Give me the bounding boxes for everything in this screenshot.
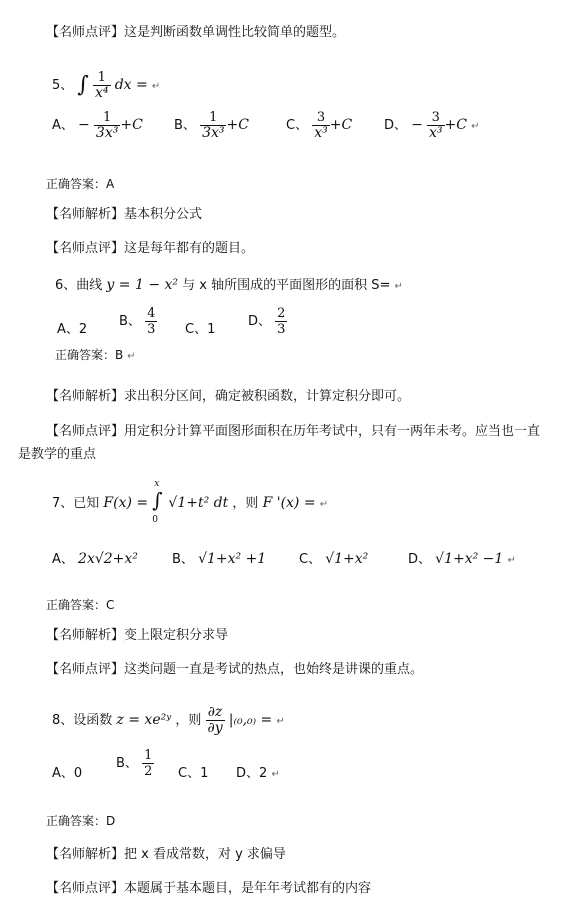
question-number: 5、 bbox=[52, 78, 74, 93]
option-c: C、1 bbox=[185, 322, 216, 337]
return-mark-icon: ↵ bbox=[319, 499, 329, 510]
answer-6: 正确答案：B ↵ bbox=[55, 348, 136, 362]
option-b: B、 $\frac{1}{\text{3x³}}$ +C bbox=[174, 110, 249, 141]
option-d: D、 $\frac{2}{3}$ bbox=[248, 306, 286, 337]
return-mark-icon: ↵ bbox=[276, 716, 285, 727]
option-d: D、2 ↵ bbox=[236, 766, 280, 781]
option-d: D、 − $\frac{3}{\text{x³}}$ +C ↵ bbox=[384, 110, 480, 141]
fraction: $\frac{1}{\text{x⁴}}$ bbox=[95, 70, 109, 101]
option-a: A、 − $\frac{1}{\text{3x³}}$ +C bbox=[52, 110, 143, 141]
comment-7: 【名师点评】这类问题一直是考试的热点，也始终是讲课的重点。 bbox=[46, 662, 424, 677]
question-8: 8、设函数 z = xe²ʸ ，则 $\frac{\partial z}{\partial y}$ |₍₀,₀₎ = ↵ bbox=[52, 704, 285, 736]
comment-6: 【名师点评】用定积分计算平面图形面积在历年考试中，只有一两年未考。应当也一直 bbox=[46, 424, 541, 439]
analysis-6: 【名师解析】求出积分区间，确定被积函数，计算定积分即可。 bbox=[46, 389, 411, 404]
option-c: C、1 bbox=[178, 766, 209, 781]
option-c: C、 √1+x² bbox=[299, 551, 369, 567]
comment-8: 【名师点评】本题属于基本题目，是年年考试都有的内容 bbox=[46, 881, 372, 896]
option-c: C、 $\frac{3}{\text{x³}}$ +C bbox=[286, 110, 353, 141]
answer-8: 正确答案：D bbox=[46, 814, 116, 828]
return-mark-icon: ↵ bbox=[127, 351, 136, 362]
comment-6-cont: 是教学的重点 bbox=[18, 447, 97, 462]
option-a: A、 2x√2+x² bbox=[52, 551, 138, 567]
question-7: 7、已知 F(x) = x ∫ 0 √1+t² dt ，则 F '(x) = ↵ bbox=[52, 479, 329, 525]
integral-sign: ∫ bbox=[77, 72, 89, 98]
return-mark-icon: ↵ bbox=[271, 769, 280, 780]
option-b: B、 $\frac{4}{3}$ bbox=[119, 306, 156, 337]
option-a: A、2 bbox=[57, 322, 88, 337]
analysis-5: 【名师解析】基本积分公式 bbox=[46, 207, 203, 222]
return-mark-icon: ↵ bbox=[151, 81, 161, 92]
return-mark-icon: ↵ bbox=[507, 555, 516, 566]
return-mark-icon: ↵ bbox=[394, 281, 403, 292]
analysis-7: 【名师解析】变上限定积分求导 bbox=[46, 628, 229, 643]
comment-line: 【名师点评】这是判断函数单调性比较简单的题型。 bbox=[46, 25, 346, 40]
question-6: 6、曲线 y = 1 − x² 与 x 轴所围成的平面图形的面积 S= ↵ bbox=[55, 277, 403, 293]
option-d: D、 √1+x² −1 ↵ bbox=[408, 551, 516, 567]
option-a: A、0 bbox=[52, 766, 83, 781]
question-5: 5、 ∫ $\frac{1}{\text{x⁴}}$ dx = ↵ bbox=[52, 70, 161, 101]
answer-5: 正确答案：A bbox=[46, 177, 115, 191]
answer-7: 正确答案：C bbox=[46, 598, 115, 612]
option-b: B、 √1+x² +1 bbox=[172, 551, 267, 567]
analysis-8: 【名师解析】把 x 看成常数，对 y 求偏导 bbox=[46, 847, 286, 862]
return-mark-icon: ↵ bbox=[471, 121, 480, 132]
comment-5: 【名师点评】这是每年都有的题目。 bbox=[46, 241, 255, 256]
option-b: B、 $\frac{1}{2}$ bbox=[116, 748, 153, 779]
